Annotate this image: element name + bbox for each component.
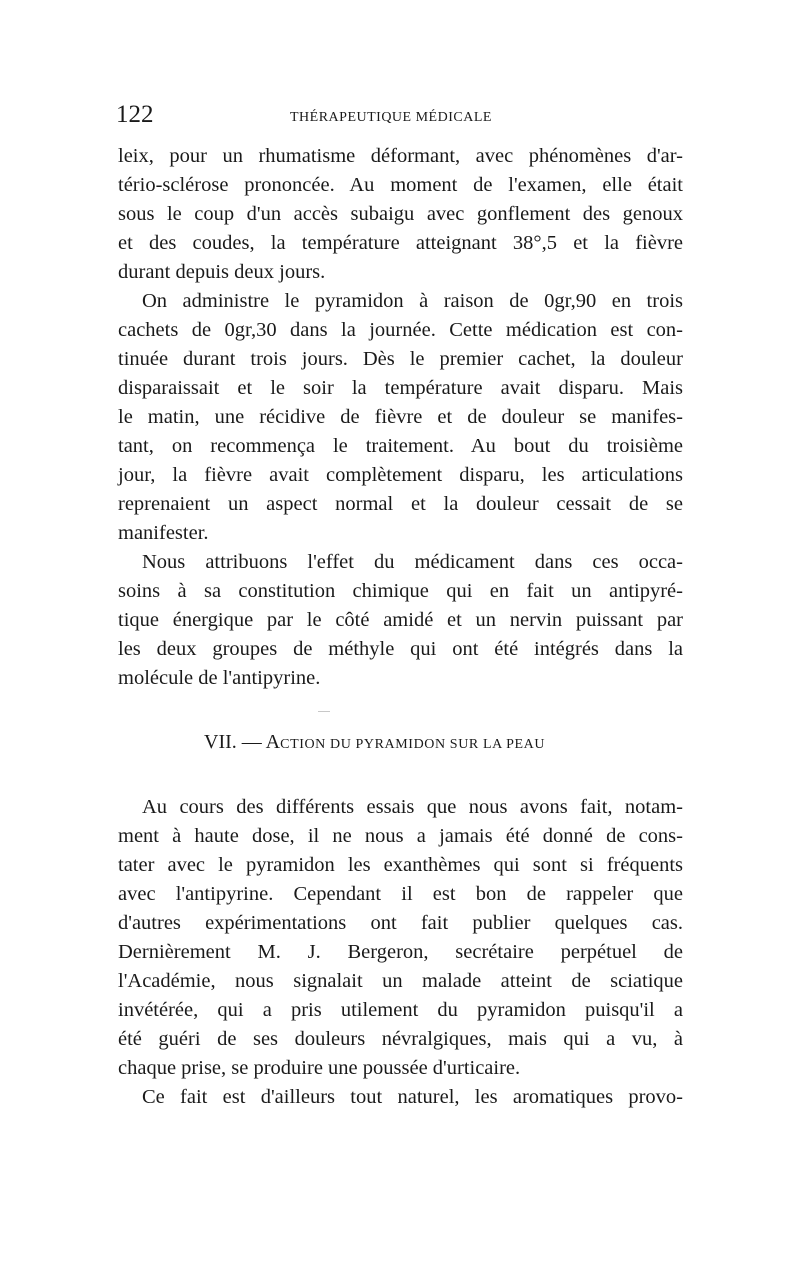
running-head bbox=[118, 100, 683, 140]
book-page bbox=[118, 100, 683, 1112]
section-title-rest: CTION DU PYRAMIDON SUR LA PEAU bbox=[280, 737, 546, 752]
section-dash: — bbox=[241, 731, 262, 753]
paragraph bbox=[118, 793, 683, 1083]
text-line: les deux groupes de méthyle qui ont été intégrés dans la bbox=[118, 638, 683, 660]
text-line: sous le coup d'un accès subaigu avec gonflement des genoux bbox=[118, 203, 683, 225]
text-line: tique énergique par le côté amidé et un nervin puissant par bbox=[118, 609, 683, 631]
text-line: reprenaient un aspect normal et la douleur cessait de se bbox=[118, 493, 683, 515]
text-line: et des coudes, la température atteignant 38°,5 et la fièvre bbox=[118, 232, 683, 254]
text-line: chaque prise, se produire une poussée d'urticaire. bbox=[118, 1057, 521, 1079]
text-line: le matin, une récidive de fièvre et de douleur se manifes- bbox=[118, 406, 683, 428]
paragraph bbox=[118, 287, 683, 548]
text-line: avec l'antipyrine. Cependant il est bon de rappeler que bbox=[118, 883, 683, 905]
text-line: soins à sa constitution chimique qui en fait un antipyré- bbox=[118, 580, 683, 602]
paragraph bbox=[118, 548, 683, 693]
text-line: Au cours des différents essais que nous avons fait, notam- bbox=[142, 796, 683, 818]
text-line: d'autres expérimentations ont fait publier quelques cas. bbox=[118, 912, 683, 934]
text-line: cachets de 0gr,30 dans la journée. Cette médication est con- bbox=[118, 319, 683, 341]
text-line: tant, on recommença le traitement. Au bout du troisième bbox=[118, 435, 683, 457]
text-line: Nous attribuons l'effet du médicament dans ces occa- bbox=[142, 551, 683, 573]
section-title bbox=[204, 729, 545, 758]
text-line: disparaissait et le soir la température avait disparu. Mais bbox=[118, 377, 683, 399]
text-line: tério-sclérose prononcée. Au moment de l'examen, elle était bbox=[118, 174, 683, 196]
text-line: molécule de l'antipyrine. bbox=[118, 667, 321, 689]
text-line: durant depuis deux jours. bbox=[118, 261, 326, 283]
text-line: tater avec le pyramidon les exanthèmes qui sont si fréquents bbox=[118, 854, 683, 876]
running-title: THÉRAPEUTIQUE MÉDICALE bbox=[290, 110, 492, 125]
text-line: Dernièrement M. J. Bergeron, secrétaire perpétuel de bbox=[118, 941, 683, 963]
paragraph bbox=[118, 142, 683, 287]
section-number: VII. bbox=[204, 731, 237, 753]
separator-mark bbox=[318, 711, 330, 712]
text-line: Ce fait est d'ailleurs tout naturel, les aromatiques provo- bbox=[142, 1086, 683, 1108]
text-line: On administre le pyramidon à raison de 0gr,90 en trois bbox=[142, 290, 683, 312]
paragraph bbox=[118, 1083, 683, 1112]
text-line: invétérée, qui a pris utilement du pyramidon puisqu'il a bbox=[118, 999, 683, 1021]
text-line: ment à haute dose, il ne nous a jamais été donné de cons- bbox=[118, 825, 683, 847]
text-line: tinuée durant trois jours. Dès le premier cachet, la douleur bbox=[118, 348, 683, 370]
text-line: l'Académie, nous signalait un malade atteint de sciatique bbox=[118, 970, 683, 992]
page-number: 122 bbox=[116, 101, 154, 128]
text-line: leix, pour un rhumatisme déformant, avec phénomènes d'ar- bbox=[118, 145, 683, 167]
section-title-initial: A bbox=[265, 731, 281, 753]
text-line: manifester. bbox=[118, 522, 209, 544]
text-line: été guéri de ses douleurs névralgiques, mais qui a vu, à bbox=[118, 1028, 683, 1050]
section-heading bbox=[118, 693, 683, 793]
text-line: jour, la fièvre avait complètement disparu, les articulations bbox=[118, 464, 683, 486]
